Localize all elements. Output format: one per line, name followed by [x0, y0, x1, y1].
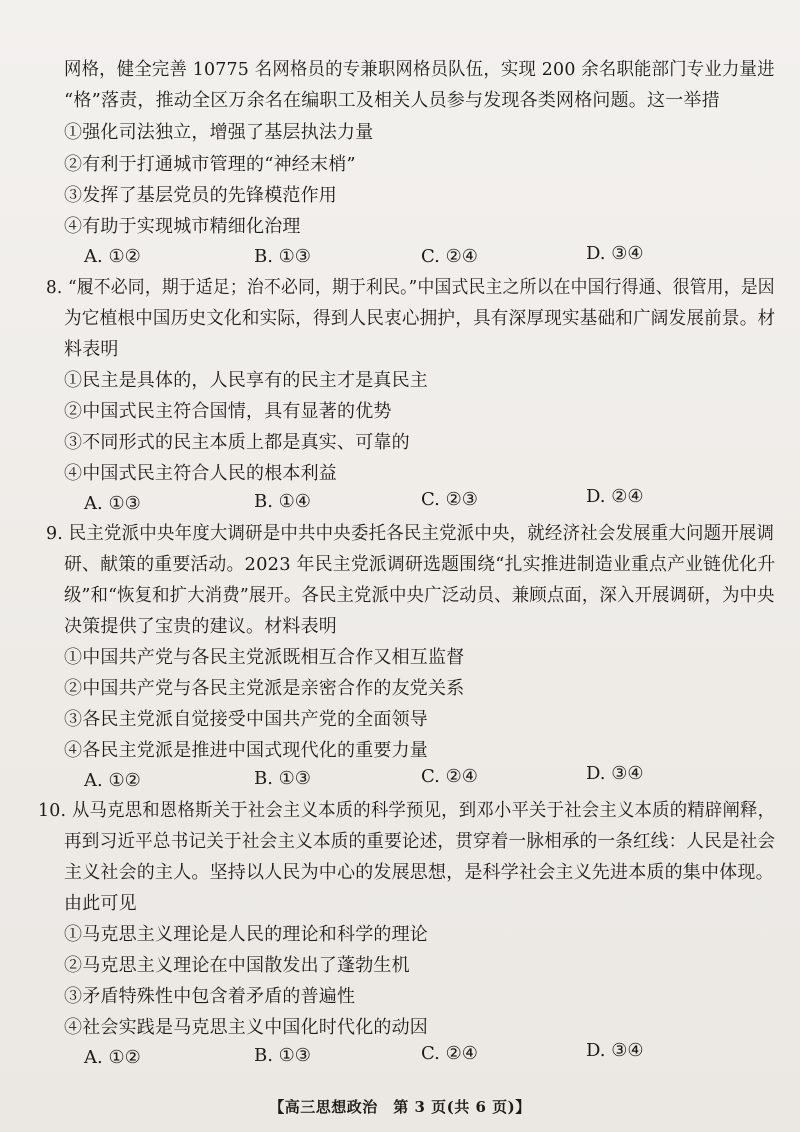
q7-stem-line-2: “格”落责，推动全区万余名在编职工及相关人员参与发现各类网格问题。这一举措 [64, 90, 720, 111]
q8-choice-c: C. ②③ [421, 489, 478, 510]
q8-option-4: ④中国式民主符合人民的根本利益 [64, 463, 337, 484]
q10-stem-line-4: 由此可见 [64, 893, 137, 914]
q9-stem-line-1: 9. 民主党派中央年度大调研是中共中央委托各民主党派中央，就经济社会发展重大问题开展调 [46, 523, 775, 544]
q9-choice-c: C. ②④ [421, 766, 478, 787]
q9-stem-line-4: 决策提供了宝贵的建议。材料表明 [64, 616, 337, 637]
q7-option-2: ②有利于打通城市管理的“神经末梢” [64, 154, 356, 175]
q9-option-1: ①中国共产党与各民主党派既相互合作又相互监督 [64, 647, 465, 668]
q8-stem-line-2: 为它植根中国历史文化和实际，得到人民衷心拥护，具有深厚现实基础和广阔发展前景。材 [64, 308, 776, 329]
q10-option-4: ④社会实践是马克思主义中国化时代化的动因 [64, 1017, 428, 1038]
q9-choice-a: A. ①② [84, 770, 141, 791]
q7-choice-c: C. ②④ [421, 246, 478, 267]
q9-option-4: ④各民主党派是推进中国式现代化的重要力量 [64, 740, 428, 761]
q10-choice-b: B. ①③ [254, 1045, 311, 1066]
q7-choice-a: A. ①② [84, 246, 141, 267]
q8-choice-a: A. ①③ [84, 493, 141, 514]
q10-choice-d: D. ③④ [586, 1040, 644, 1061]
q8-stem-line-1: 8. “履不必同，期于适足；治不必同，期于利民。”中国式民主之所以在中国行得通、很管用，是因 [46, 277, 775, 298]
q10-option-2: ②马克思主义理论在中国散发出了蓬勃生机 [64, 955, 410, 976]
q9-choice-b: B. ①③ [254, 768, 311, 789]
q10-choice-c: C. ②④ [421, 1043, 478, 1064]
q8-option-3: ③不同形式的民主本质上都是真实、可靠的 [64, 432, 410, 453]
q9-option-2: ②中国共产党与各民主党派是亲密合作的友党关系 [64, 678, 465, 699]
q8-stem-line-3: 料表明 [64, 339, 119, 360]
q8-choice-d: D. ②④ [586, 486, 644, 507]
q10-option-1: ①马克思主义理论是人民的理论和科学的理论 [64, 924, 428, 945]
q10-stem-line-3: 主义社会的主人。坚持以人民为中心的发展思想，是科学社会主义先进本质的集中体现。 [64, 862, 774, 883]
q7-choice-b: B. ①③ [254, 246, 311, 267]
q10-option-3: ③矛盾特殊性中包含着矛盾的普遍性 [64, 986, 356, 1007]
q7-stem-line-1: 网格，健全完善 10775 名网格员的专兼职网格员队伍，实现 200 余名职能部门专业力量进 [64, 59, 775, 80]
q8-option-2: ②中国式民主符合国情，具有显著的优势 [64, 401, 392, 422]
q10-choice-a: A. ①② [84, 1047, 141, 1068]
q7-option-4: ④有助于实现城市精细化治理 [64, 216, 301, 237]
q10-stem-line-2: 再到习近平总书记关于社会主义本质的重要论述，贯穿着一脉相承的一条红线：人民是社会 [64, 831, 776, 852]
q9-choice-d: D. ③④ [586, 763, 644, 784]
q9-stem-line-2: 研、献策的重要活动。2023 年民主党派调研选题围绕“扎实推进制造业重点产业链优化升 [64, 554, 776, 575]
q9-stem-line-3: 级”和“恢复和扩大消费”展开。各民主党派中央广泛动员、兼顾点面，深入开展调研，为中央 [64, 585, 775, 606]
page-footer: 【高三思想政治 第 3 页(共 6 页)】 [269, 1098, 531, 1116]
q7-choice-d: D. ③④ [586, 243, 644, 264]
q8-choice-b: B. ①④ [254, 491, 311, 512]
q8-option-1: ①民主是具体的，人民享有的民主才是真民主 [64, 370, 428, 391]
q10-stem-line-1: 10. 从马克思和恩格斯关于社会主义本质的科学预见，到邓小平关于社会主义本质的精辟阐释， [38, 800, 776, 821]
q7-option-3: ③发挥了基层党员的先锋模范作用 [64, 185, 337, 206]
q9-option-3: ③各民主党派自觉接受中国共产党的全面领导 [64, 709, 428, 730]
q7-option-1: ①强化司法独立，增强了基层执法力量 [64, 122, 374, 143]
